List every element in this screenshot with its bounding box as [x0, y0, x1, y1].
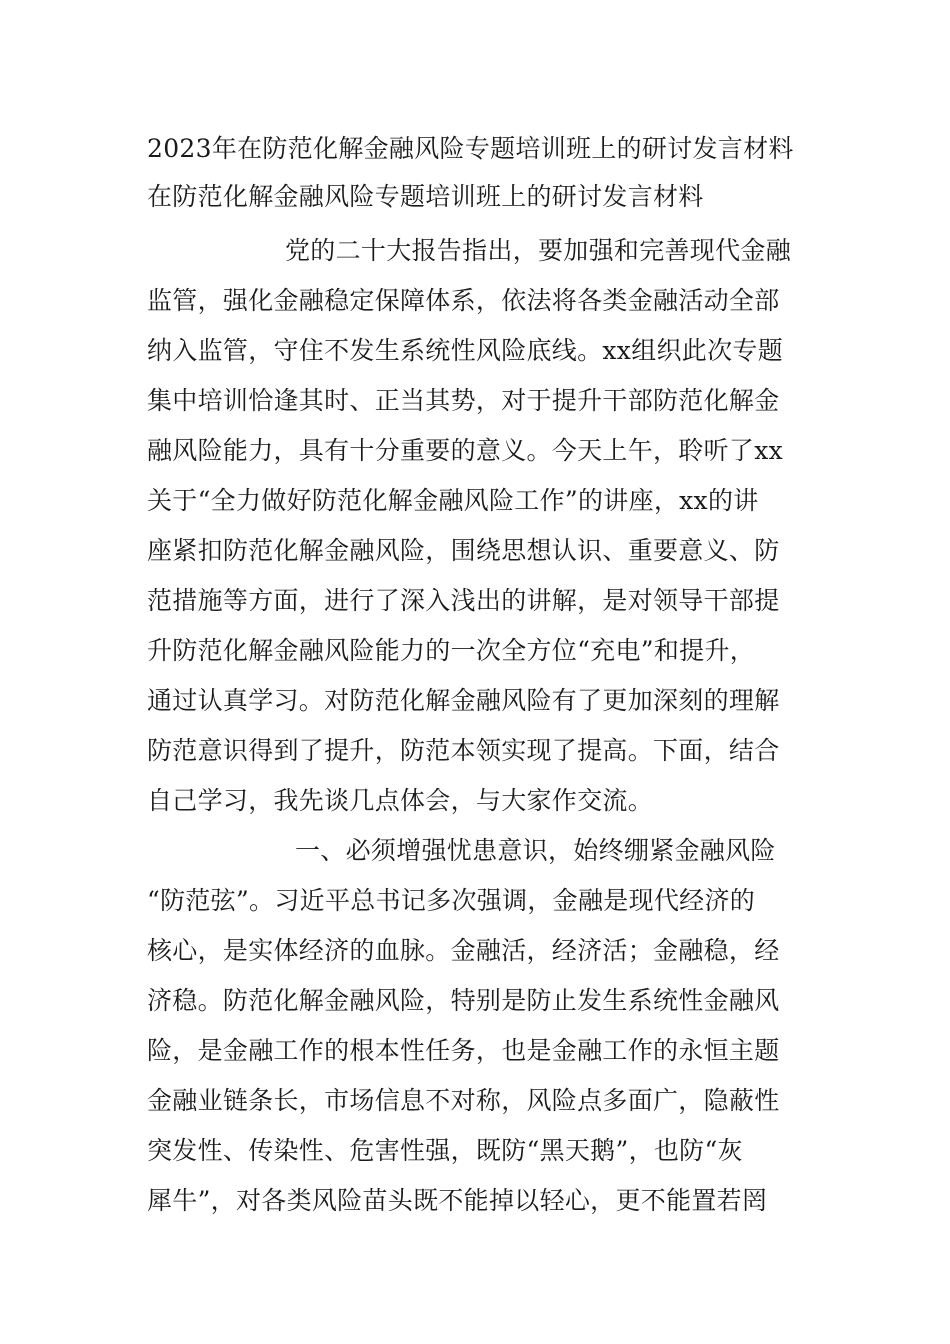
paragraph-2-line-8: 犀牛”，对各类风险苗头既不能掉以轻心，更不能置若罔	[147, 1186, 768, 1215]
paragraph-1-line-9: 升防范化解金融风险能力的一次全方位“充电”和提升，	[147, 636, 756, 665]
paragraph-2-line-1: 一、必须增强忧患意识，始终绷紧金融风险	[295, 836, 776, 865]
paragraph-1-line-3: 纳入监管，守住不发生系统性风险底线。xx组织此次专题	[147, 336, 784, 365]
paragraph-1-line-4: 集中培训恰逢其时、正当其势，对于提升干部防范化解金	[147, 386, 780, 415]
document-title-main: 2023年在防范化解金融风险专题培训班上的研讨发言材料	[147, 134, 794, 163]
paragraph-1-line-8: 范措施等方面，进行了深入浅出的讲解，是对领导干部提	[147, 586, 780, 615]
paragraph-1-line-5: 融风险能力，具有十分重要的意义。今天上午，聆听了xx	[147, 436, 784, 465]
paragraph-1-line-10: 通过认真学习。对防范化解金融风险有了更加深刻的理解	[147, 686, 780, 715]
paragraph-2-line-4: 济稳。防范化解金融风险，特别是防止发生系统性金融风	[147, 986, 780, 1015]
paragraph-1-line-12: 自己学习，我先谈几点体会，与大家作交流。	[147, 786, 654, 815]
paragraph-1-line-11: 防范意识得到了提升，防范本领实现了提高。下面，结合	[147, 736, 780, 765]
paragraph-1-line-1: 党的二十大报告指出，要加强和完善现代金融	[285, 236, 792, 265]
paragraph-1-line-2: 监管，强化金融稳定保障体系，依法将各类金融活动全部	[147, 286, 780, 315]
document-title-sub: 在防范化解金融风险专题培训班上的研讨发言材料	[147, 182, 704, 211]
paragraph-1-line-7: 座紧扣防范化解金融风险，围绕思想认识、重要意义、防	[147, 536, 780, 565]
paragraph-2-line-2: “防范弦”。习近平总书记多次强调，金融是现代经济的	[147, 886, 756, 915]
paragraph-1-line-6: 关于“全力做好防范化解金融风险工作”的讲座，xx的讲	[147, 486, 759, 515]
paragraph-2-line-5: 险，是金融工作的根本性任务，也是金融工作的永恒主题	[147, 1036, 780, 1065]
paragraph-2-line-7: 突发性、传染性、危害性强，既防“黑天鹅”，也防“灰	[147, 1136, 743, 1165]
paragraph-2-line-3: 核心，是实体经济的血脉。金融活，经济活；金融稳，经	[147, 936, 780, 965]
paragraph-2-line-6: 金融业链条长，市场信息不对称，风险点多面广，隐蔽性	[147, 1086, 780, 1115]
